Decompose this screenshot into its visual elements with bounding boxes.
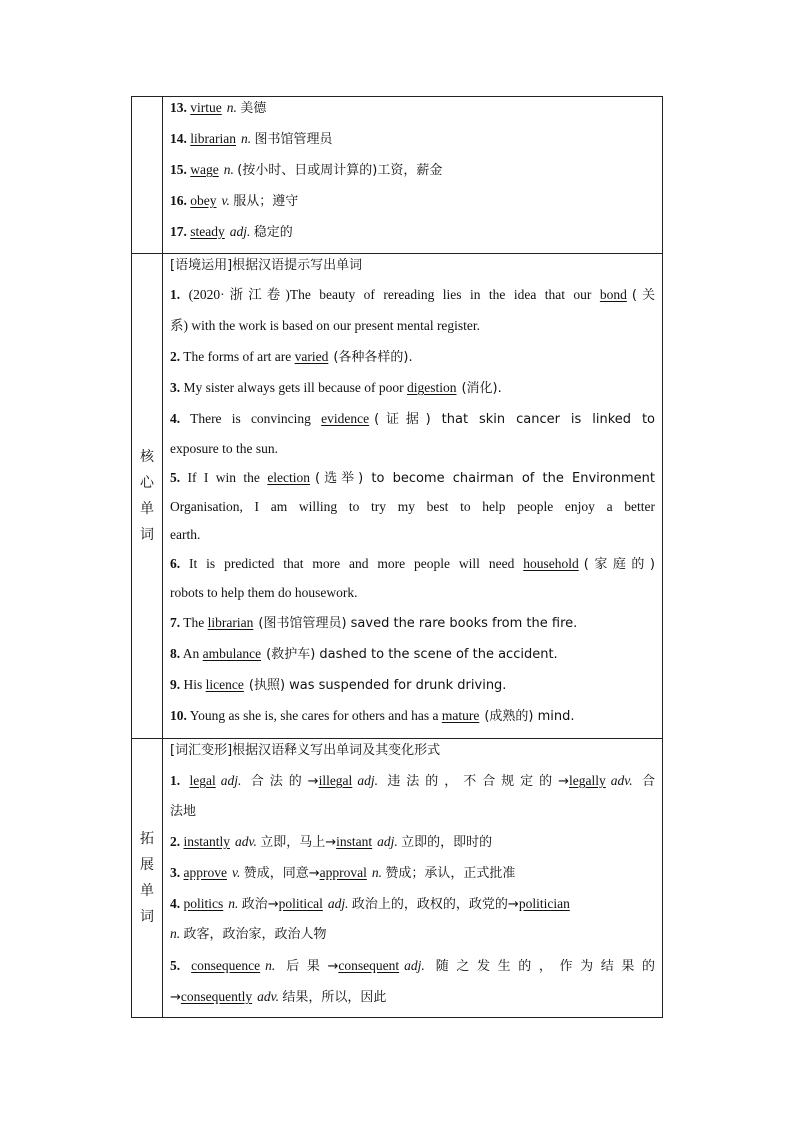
answer-word: varied [294, 349, 329, 364]
answer-word: political [278, 896, 323, 911]
word-form-4-cont: n. 政客，政治家，政治人物 [170, 926, 327, 942]
answer-word: legal [189, 773, 216, 788]
section-heading: [语境运用]根据汉语提示写出单词 [170, 258, 363, 273]
sentence-6: 6. It is predicted that more and more people will need household (家庭的) [170, 556, 655, 572]
answer-word: mature [441, 708, 480, 723]
sentence-4-cont: exposure to the sun. [170, 441, 278, 456]
extended-words-row [132, 738, 662, 1017]
sentence-2: 2. The forms of art are varied (各种各样的). [170, 349, 413, 365]
answer-word: digestion [406, 380, 457, 395]
vocab-item: 14. librarian n. 图书馆管理员 [170, 131, 333, 147]
answer-word: household [523, 556, 579, 571]
vocabulary-table [131, 96, 663, 1018]
answer-word: obey [190, 193, 217, 208]
word-form-1: 1. legal adj. 合法的→illegal adj. 违法的，不合规定的→legally adv. 合 [170, 773, 656, 789]
answer-word: consequence [191, 958, 261, 973]
section-heading: [词汇变形]根据汉语释义写出单词及其变化形式 [170, 743, 441, 758]
word-form-3: 3. approve v. 赞成，同意→approval n. 赞成；承认，正式批准 [170, 865, 516, 881]
answer-word: legally [569, 773, 606, 788]
word-form-4: 4. politics n. 政治→political adj. 政治上的，政权的，政党的→politician [170, 893, 655, 915]
answer-word: consequently [180, 989, 253, 1004]
word-form-5: 5. consequence n. 后果→consequent adj. 随之发生的，作为结果的 [170, 958, 655, 974]
answer-word: librarian [207, 615, 254, 630]
vocab-list-row [132, 97, 662, 253]
vocab-item: 16. obey v. 服从；遵守 [170, 193, 299, 209]
row-label-cell [132, 254, 163, 738]
answer-word: instantly [183, 834, 230, 849]
sentence-10: 10. Young as she is, she cares for others and has a mature (成熟的) mind. [170, 708, 575, 724]
sentence-1: 1. (2020·浙江卷)The beauty of rereading lies in the idea that our bond (关 [170, 287, 656, 303]
sentence-3: 3. My sister always gets ill because of poor digestion (消化). [170, 380, 502, 396]
answer-word: bond [599, 287, 627, 302]
sentence-7: 7. The librarian (图书馆管理员) saved the rare books from the fire. [170, 615, 578, 631]
sentence-5-cont: Organisation, I am willing to try my best to help people enjoy a better [170, 499, 655, 514]
row-label-cell [132, 97, 163, 253]
answer-word: steady [190, 224, 225, 239]
vocab-item: 13. virtue n. 美德 [170, 100, 267, 116]
answer-word: evidence [321, 411, 370, 426]
sentence-5: 5. If I win the election (选举) to become chairman of the Environment [170, 470, 656, 486]
sentence-8: 8. An ambulance (救护车) dashed to the scene of the accident. [170, 646, 558, 662]
answer-word: librarian [190, 131, 236, 146]
answer-word: consequent [338, 958, 400, 973]
exercise-cell [163, 254, 662, 738]
word-forms-cell [163, 739, 662, 1017]
answer-word: wage [190, 162, 219, 177]
sentence-5-end: earth. [170, 527, 201, 542]
answer-word: politics [183, 896, 224, 911]
answer-word: illegal [318, 773, 353, 788]
vocab-item: 17. steady adj. 稳定的 [170, 224, 293, 240]
sentence-9: 9. His licence (执照) was suspended for drunk driving. [170, 677, 507, 693]
word-form-2: 2. instantly adv. 立即，马上→instant adj. 立即的，即时的 [170, 834, 493, 850]
answer-word: instant [336, 834, 373, 849]
row-label-cell [132, 739, 163, 1017]
word-form-5-cont: →consequently adv. 结果，所以，因此 [170, 989, 387, 1005]
sentence-1-cont: 系) with the work is based on our present mental register. [170, 318, 481, 333]
section-label: 核 心 单 词 [140, 449, 154, 543]
answer-word: approve [183, 865, 227, 880]
answer-word: approval [319, 865, 367, 880]
answer-word: election [267, 470, 311, 485]
sentence-6-cont: robots to help them do housework. [170, 585, 358, 600]
vocab-item: 15. wage n. (按小时、日或周计算的)工资，薪金 [170, 162, 443, 178]
answer-word: virtue [190, 100, 222, 115]
word-form-1-cont: 法地 [170, 804, 197, 819]
answer-word: ambulance [202, 646, 262, 661]
core-words-row [132, 253, 662, 738]
vocab-list-cell [163, 97, 662, 253]
answer-word: licence [205, 677, 244, 692]
section-label: 拓 展 单 词 [140, 831, 154, 925]
answer-word: politician [518, 896, 570, 911]
sentence-4: 4. There is convincing evidence (证据) that skin cancer is linked to [170, 411, 656, 427]
